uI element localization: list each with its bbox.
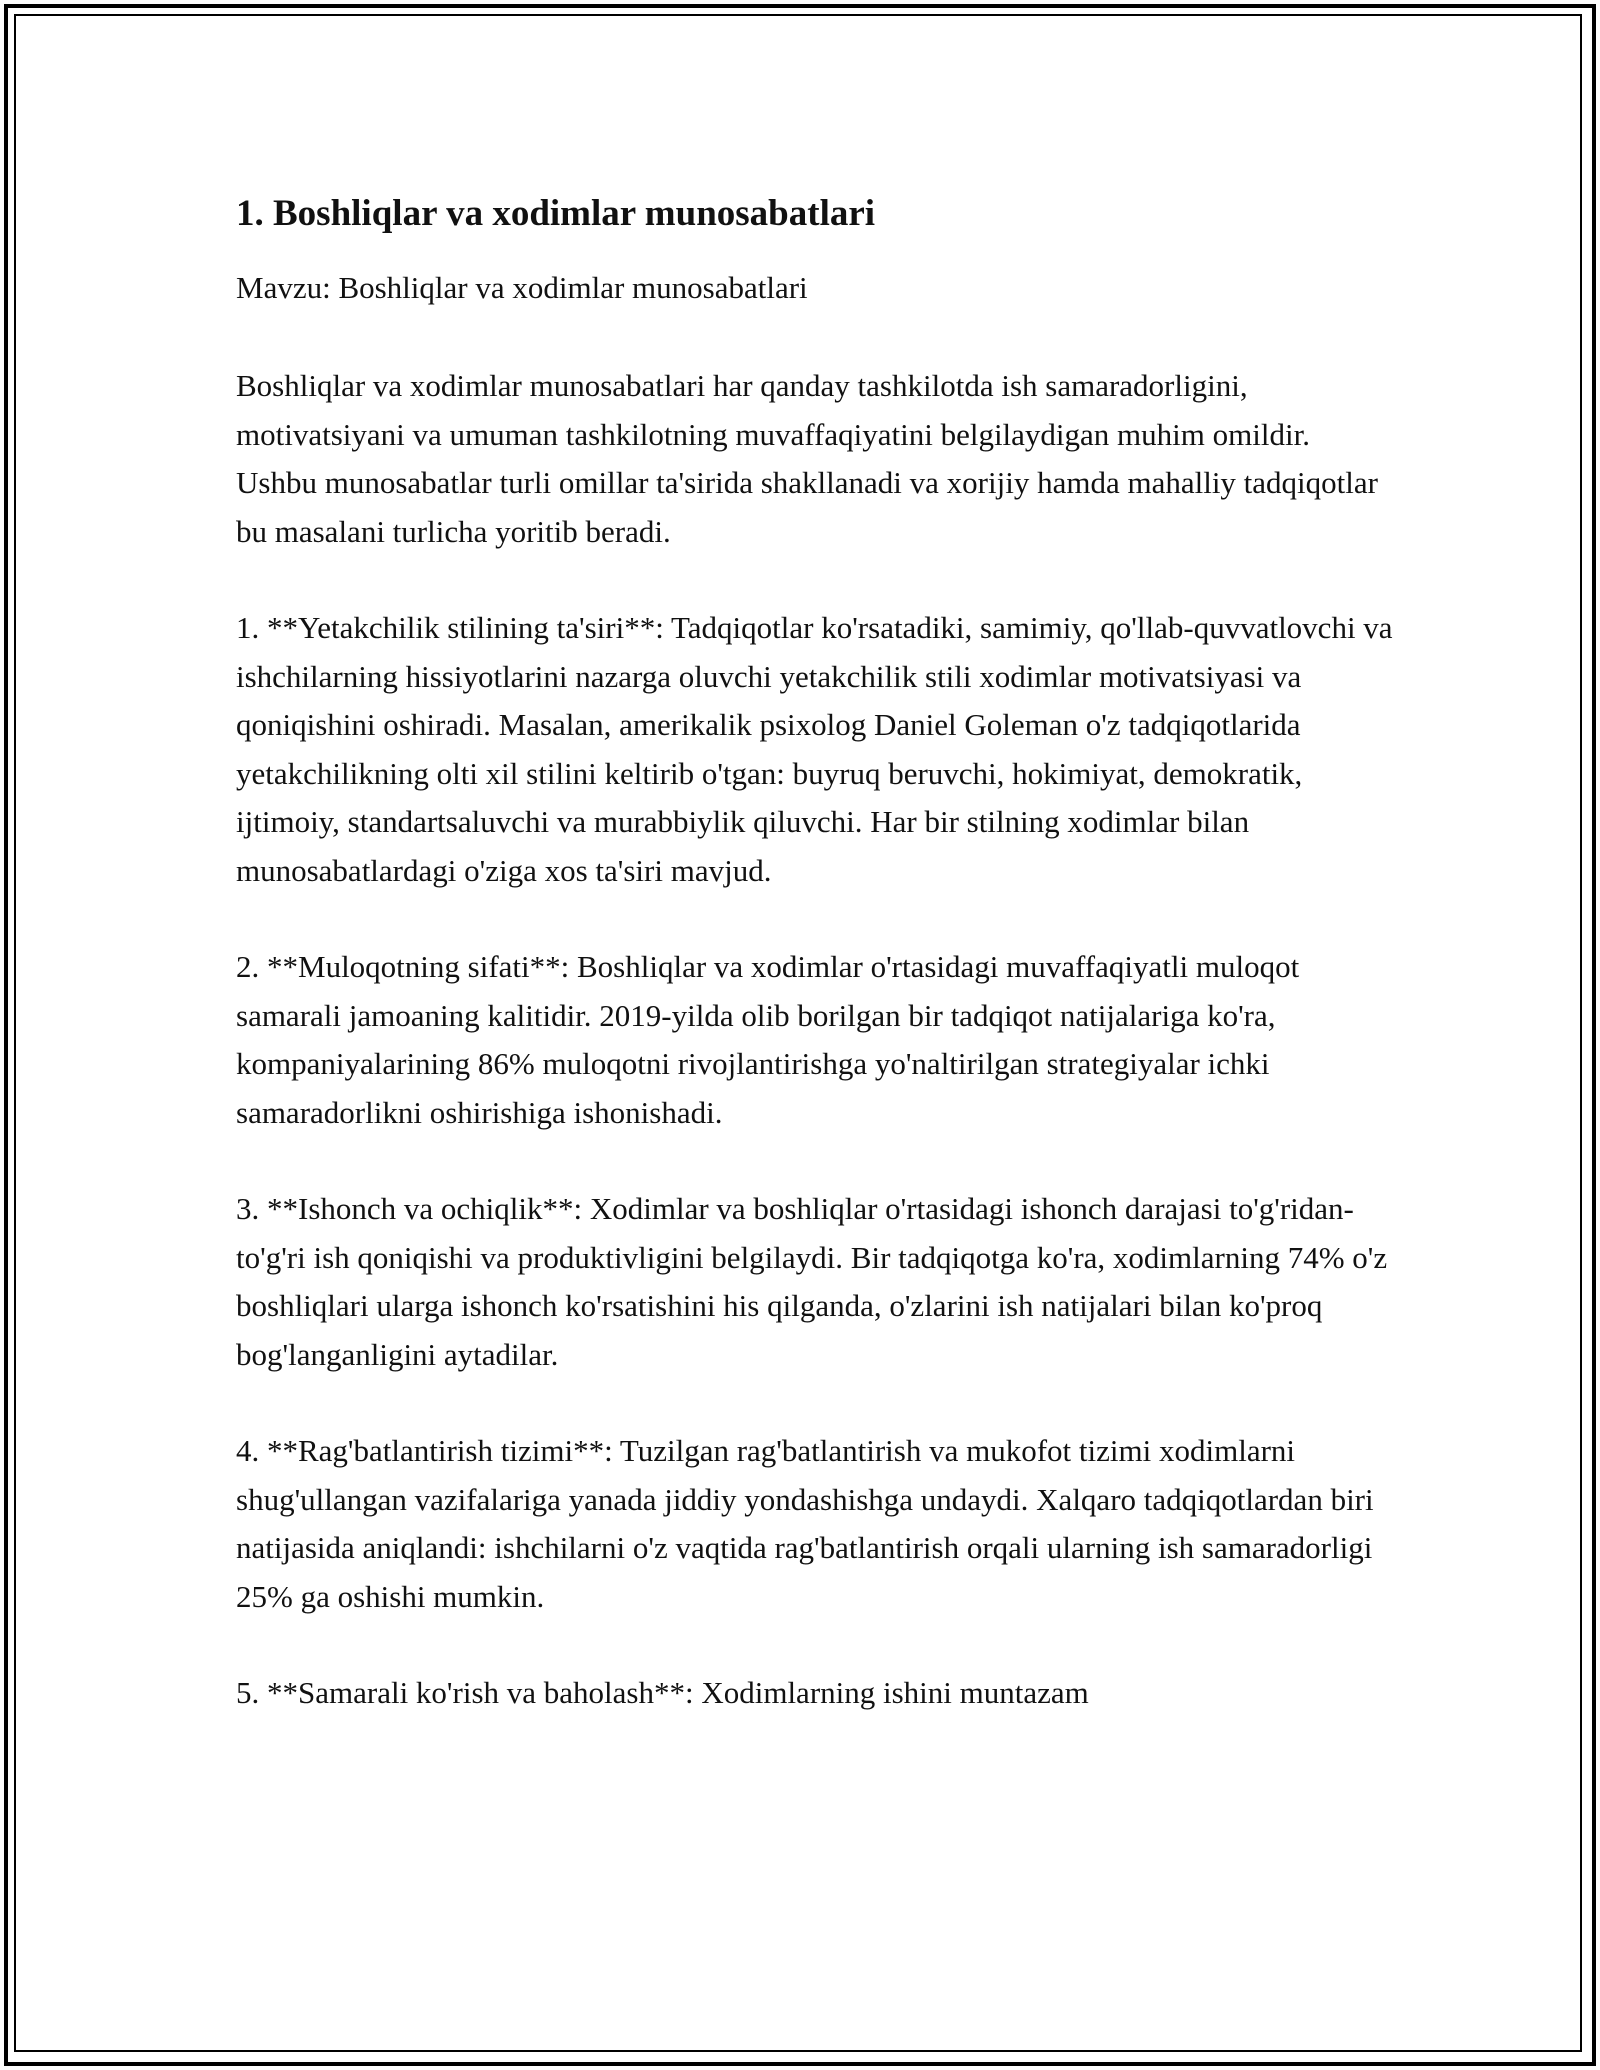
list-item-incentive-system: 4. **Rag'batlantirish tizimi**: Tuzilgan rag'batlantirish va mukofot tizimi xodimlarni shug'ullangan vazifalariga yanada jiddiy yondashishga undaydi. Xalqaro tadqiqotlardan biri natijasida aniqlandi: ishchilarni o'z vaqtida rag'batlantirish orqali ularning ish samaradorligi 25% ga oshishi mumkin. — [236, 1433, 1374, 1614]
list-item-communication-quality: 2. **Muloqotning sifati**: Boshliqlar va xodimlar o'rtasidagi muvaffaqiyatli muloqot samarali jamoaning kalitidir. 2019-yilda olib borilgan bir tadqiqot natijalariga ko'ra, kompaniyalarining 86% muloqotni rivojlantirishga yo'naltirilgan strategiyalar ichki samaradorlikni oshirishiga ishonishadi. — [236, 949, 1300, 1130]
list-item-trust-openness: 3. **Ishonch va ochiqlik**: Xodimlar va boshliqlar o'rtasidagi ishonch darajasi to'g'ridan-to'g'ri ish qoniqishi va produktivligini belgilaydi. Bir tadqiqotga ko'ra, xodimlarning 74% o'z boshliqlari ularga ishonch ko'rsatishini his qilganda, o'zlarini ish natijalari bilan ko'proq bog'langanligini aytadilar. — [236, 1191, 1388, 1372]
list-item-leadership-style: 1. **Yetakchilik stilining ta'siri**: Tadqiqotlar ko'rsatadiki, samimiy, qo'llab-quvvatlovchi va ishchilarning hissiyotlarini nazarga oluvchi yetakchilik stili xodimlar motivatsiyasi va qoniqishini oshiradi. Masalan, amerikalik psixolog Daniel Goleman o'z tadqiqotlarida yetakchilikning olti xil stilini keltirib o'tgan: buyruq beruvchi, hokimiyat, demokratik, ijtimoiy, standartsaluvchi va murabbiylik qiluvchi. Har bir stilning xodimlar bilan munosabatlardagi o'ziga xos ta'siri mavjud. — [236, 610, 1393, 888]
document-title: 1. Boshliqlar va xodimlar munosabatlari — [236, 193, 876, 234]
document-body — [236, 186, 1396, 1718]
document-subject: Mavzu: Boshliqlar va xodimlar munosabatlari — [236, 270, 808, 305]
list-item-review-evaluation: 5. **Samarali ko'rish va baholash**: Xodimlarning ishini muntazam — [236, 1675, 1089, 1710]
intro-paragraph: Boshliqlar va xodimlar munosabatlari har qanday tashkilotda ish samaradorligini, motivatsiyani va umuman tashkilotning muvaffaqiyatini belgilaydigan muhim omildir. Ushbu munosabatlar turli omillar ta'sirida shakllanadi va xorijiy hamda mahalliy tadqiqotlar bu masalani turlicha yoritib beradi. — [236, 368, 1378, 549]
